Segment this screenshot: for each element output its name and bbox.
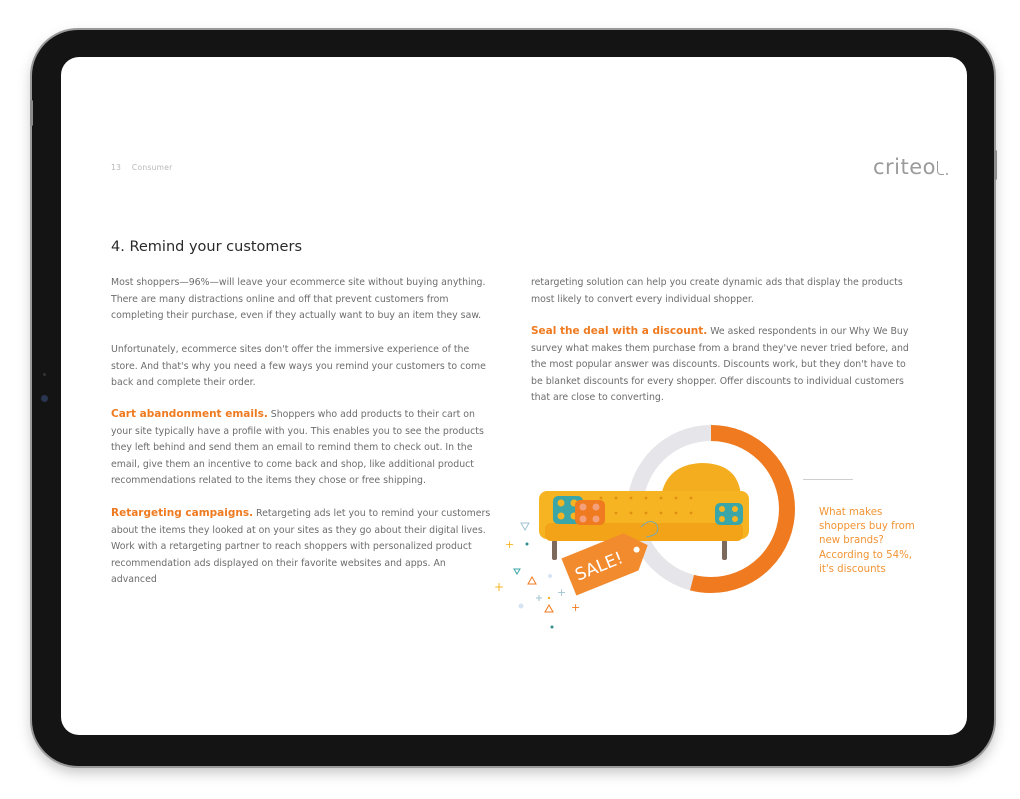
tablet-screen	[61, 57, 967, 735]
retargeting-body: Retargeting ads let you to remind your customers about the items they looked at on your sites as they go about their digital lives. Work with a retargeting partner to reach shoppers with personalized product recommendation ads displayed on their favorite websites and apps. An advanced	[111, 508, 491, 586]
paragraph-5: retargeting solution can help you create dynamic ads that display the products most likely to convert every individual shopper.	[531, 277, 903, 305]
svg-text:+: +	[494, 580, 505, 594]
paragraph-1: Most shoppers—96%—will leave your ecommerce site without buying anything. There are many distractions online and off that prevent customers from completing their purchase, even if they actually want to buy an item they saw.	[111, 277, 486, 322]
power-button	[994, 150, 997, 180]
discount-heading: Seal the deal with a discount.	[531, 325, 708, 337]
front-camera	[41, 395, 48, 402]
svg-text:+: +	[557, 586, 567, 599]
caption-divider	[803, 479, 853, 480]
sale-illustration	[61, 57, 967, 735]
discount-body: We asked respondents in our Why We Buy survey what makes them purchase from a brand they've never tried before, and the most popular answer was discounts. Discounts work, but they don't have to be blanket discounts for every shopper. Offer discounts to individual customers that are close to converting.	[531, 326, 909, 404]
paragraph-2: Unfortunately, ecommerce sites don't offer the immersive experience of the store. And that's why you need a few ways you remind your customers to come back and complete their order.	[111, 344, 486, 389]
page-title: 4. Remind your customers	[111, 239, 302, 255]
section-name: Consumer	[131, 163, 173, 172]
svg-text:+: +	[505, 538, 515, 551]
logo-text: criteo	[873, 155, 937, 179]
sale-tag-label: SALE!	[572, 548, 627, 586]
cart-abandonment-heading: Cart abandonment emails.	[111, 408, 268, 420]
retargeting-heading: Retargeting campaigns.	[111, 507, 254, 519]
svg-text:+: +	[571, 601, 581, 614]
chart-caption: What makes shoppers buy from new brands? According to 54%, it's discounts	[819, 507, 915, 575]
volume-button	[30, 100, 33, 126]
cart-abandonment-body: Shoppers who add products to their cart on your site typically have a profile with you. This enables you to see the products they left behind and send them an email to remind them to check out. In the email, give them an incentive to come back and shop, like additional product recommendations related to the items they chose or free shipping.	[111, 409, 484, 487]
page-number: 13	[111, 163, 122, 172]
front-sensor	[43, 373, 46, 376]
